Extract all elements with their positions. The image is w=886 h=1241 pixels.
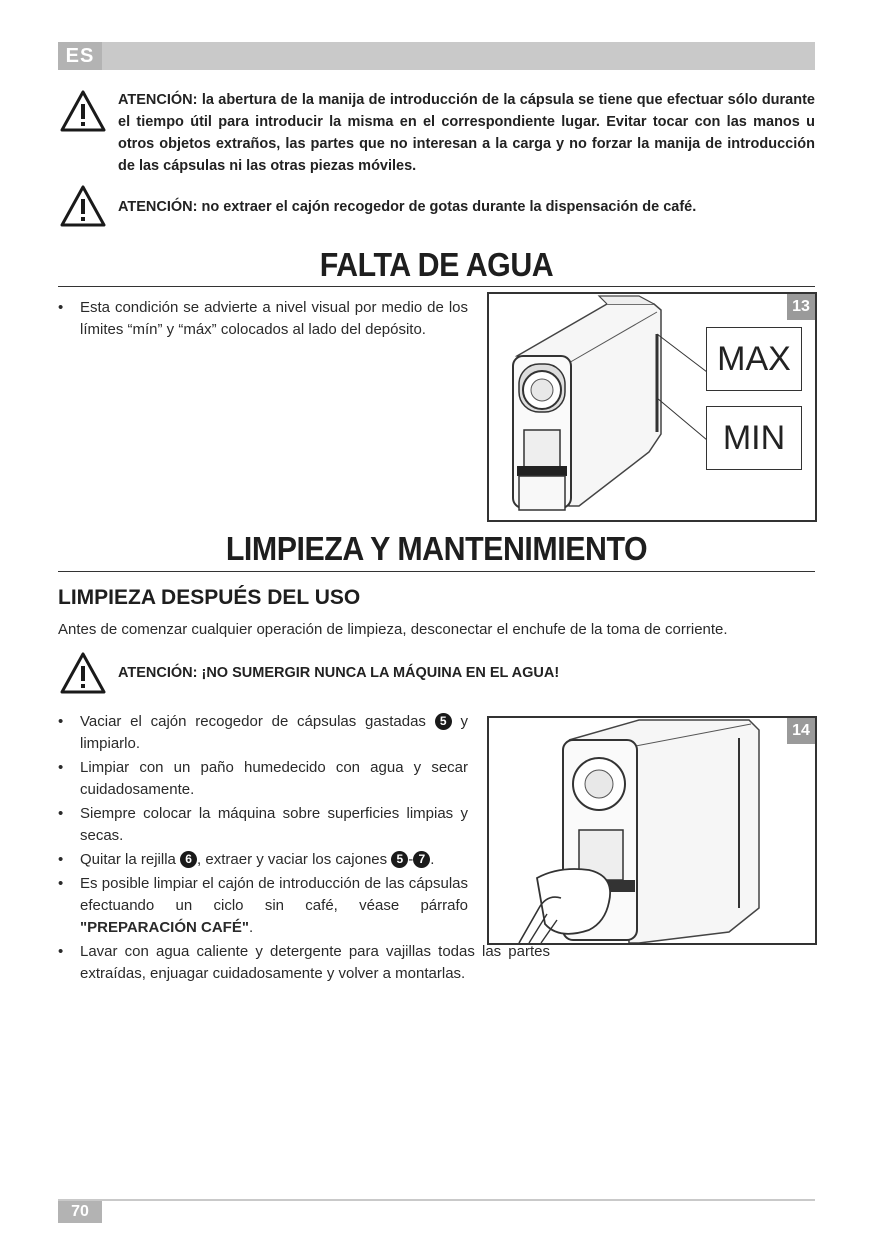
figure-number: 14 (787, 718, 815, 744)
list-item-text: . (430, 851, 435, 868)
warning-text: ATENCIÓN: no extraer el cajón recogedor de gotas durante la dispensación de café. (118, 199, 697, 215)
warning-triangle-icon (59, 89, 107, 133)
list-item (58, 873, 468, 939)
footer-divider (58, 1199, 815, 1201)
reference-number-badge: 5 (435, 713, 452, 730)
list-item: • Limpiar con un paño humedecido con agua y secar cuidadosamente. (58, 757, 468, 801)
list-item: • Esta condición se advierte a nivel visual por medio de los límites “mín” y “máx” colocados al lado del depósito. (58, 297, 468, 341)
reference-number-badge: 6 (180, 851, 197, 868)
header-bar (58, 42, 815, 70)
bullet-list (58, 297, 468, 343)
warning-triangle-icon (59, 184, 107, 228)
intro-text: Antes de comenzar cualquier operación de limpieza, desconectar el enchufe de la toma de corriente. (58, 621, 728, 638)
figure-13 (487, 292, 817, 522)
reference-number-badge: 5 (391, 851, 408, 868)
list-item: • Siempre colocar la máquina sobre superficies limpias y secas. (58, 803, 468, 847)
cross-reference: "PREPARACIÓN CAFÉ" (80, 919, 249, 936)
list-item-text: Es posible limpiar el cajón de introducción de las cápsulas efectuando un ciclo sin café, véase párrafo (80, 875, 468, 914)
divider (58, 286, 815, 287)
list-item-text: - (408, 851, 414, 868)
coffee-machine-cleaning-illustration (489, 718, 815, 943)
subsection-title: LIMPIEZA DESPUÉS DEL USO (58, 586, 361, 609)
min-label: MIN (706, 406, 802, 470)
section-title: LIMPIEZA Y MANTENIMIENTO (225, 530, 648, 567)
figure-14 (487, 716, 817, 945)
list-item-text: Vaciar el cajón recogedor de cápsulas gastadas (80, 713, 426, 730)
list-item-text: Quitar la rejilla (80, 851, 176, 868)
list-item: • Lavar con agua caliente y detergente para vajillas todas las partes extraídas, enjuagar cuidadosamente y volver a montarlas. (58, 941, 550, 985)
warning-text: ATENCIÓN: la abertura de la manija de introducción de la cápsula se tiene que efectuar sólo durante el tiempo útil para introducir la misma en el correspondiente lugar. Evitar tocar con las manos u otros objetos extraños, las partes que no interesan a la carga y no forzar la manija de introducción de las cápsulas ni las otras piezas móviles. (118, 92, 815, 174)
bullet-list (58, 941, 815, 987)
language-label: ES (58, 42, 102, 70)
divider (58, 571, 815, 572)
page-number: 70 (58, 1201, 102, 1223)
warning-text: ATENCIÓN: ¡NO SUMERGIR NUNCA LA MÁQUINA EN EL AGUA! (118, 665, 560, 681)
section-title: FALTA DE AGUA (319, 246, 554, 283)
max-label: MAX (706, 327, 802, 391)
list-item-text: , extraer y vaciar los cajones (197, 851, 388, 868)
list-item-text: y limpiarlo. (80, 713, 468, 752)
bullet-list (58, 711, 468, 941)
reference-number-badge: 7 (413, 851, 430, 868)
warning-triangle-icon (59, 651, 107, 695)
figure-number: 13 (787, 294, 815, 320)
list-item (58, 711, 468, 755)
list-item-text: . (248, 919, 254, 936)
list-item (58, 849, 468, 871)
